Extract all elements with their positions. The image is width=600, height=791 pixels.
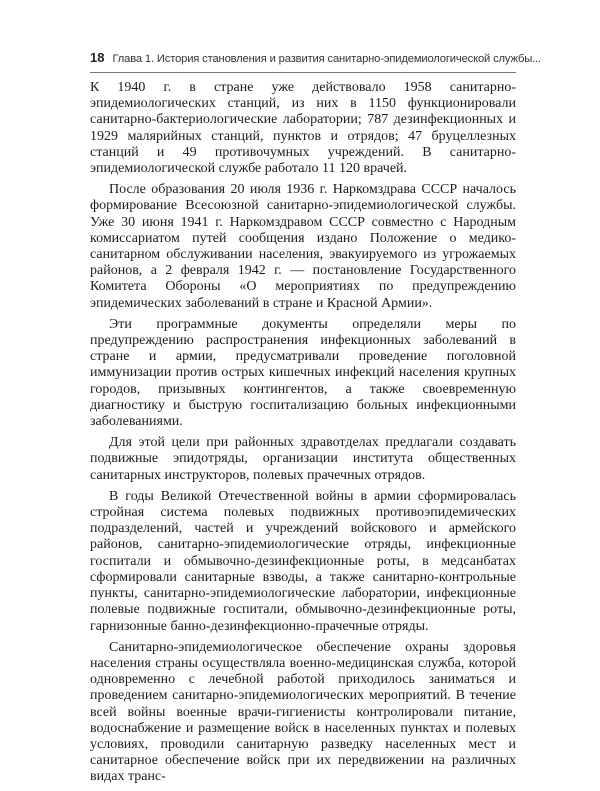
paragraph-6: Санитарно-эпидемиологическое обеспечение охраны здоровья населения страны осуществляла военно-медицинская служба, которой одновременно с лечебной работой приходилось заниматься и проведением санитарно-эпидемиологических мероприятий. В течение всей войны военные врачи-гигиенисты контролировали питание, водоснабжение и размещение войск в населенных пунктах и полевых условиях, проводили санитарную разведку населенных мест и санитарное обеспечение войск при их передвижении на различных видах транс- bbox=[90, 639, 516, 785]
paragraph-3: Эти программные документы определяли меры по предупреждению распространения инфекционных заболеваний в стране и армии, предусматривали проведение поголовной иммунизации против острых кишечных инфекций населения крупных городов, призывных контингентов, а также своевременную диагностику и быструю госпитализацию больных инфекционными заболеваниями. bbox=[90, 316, 516, 430]
page-number: 18 bbox=[90, 50, 105, 65]
paragraph-4: Для этой цели при районных здравотделах предлагали создавать подвижные эпидотряды, организации института общественных санитарных инструкторов, полевых прачечных отрядов. bbox=[90, 435, 516, 483]
running-title: Глава 1. История становления и развития санитарно-эпидемиологической службы... bbox=[112, 53, 541, 65]
paragraph-5: В годы Великой Отечественной войны в армии сформировалась стройная система полевых подвижных противоэпидемических подразделений, частей и учреждений войскового и армейского районов, санитарно-эпидемиологические отряды, инфекционные госпитали и обмывочно-дезинфекционные роты, в медсанбатах сформировали санитарные взводы, а также санитарно-контрольные пункты, санитарно-эпидемиологические лаборатории, инфекционные полевые подвижные госпитали, обмывочно-дезинфекционные роты, гарнизонные банно-дезинфекционно-прачечные отряды. bbox=[90, 488, 516, 634]
body-text bbox=[90, 80, 516, 791]
paragraph-1: К 1940 г. в стране уже действовало 1958 санитарно-эпидемиологических станций, из них в 1150 функционировали санитарно-бактериологические лаборатории; 787 дезинфекционных и 1929 малярийных станций, пунктов и отрядов; 47 бруцеллезных станций и 49 противочумных учреждений. В санитарно-эпидемиологической службе работало 11 120 врачей. bbox=[90, 80, 516, 177]
paragraph-2: После образования 20 июля 1936 г. Наркомздрава СССР началось формирование Всесоюзной санитарно-эпидемиологической службы. Уже 30 июня 1941 г. Наркомздравом СССР совместно с Народным комиссариатом путей сообщения издано Положение о медико-санитарном обслуживании населения, эвакуируемого из угрожаемых районов, а 2 февраля 1942 г. — постановление Государственного Комитета Обороны «О мероприятиях по предупреждению эпидемических заболеваний в стране и Красной Армии». bbox=[90, 182, 516, 311]
running-header bbox=[90, 50, 541, 73]
